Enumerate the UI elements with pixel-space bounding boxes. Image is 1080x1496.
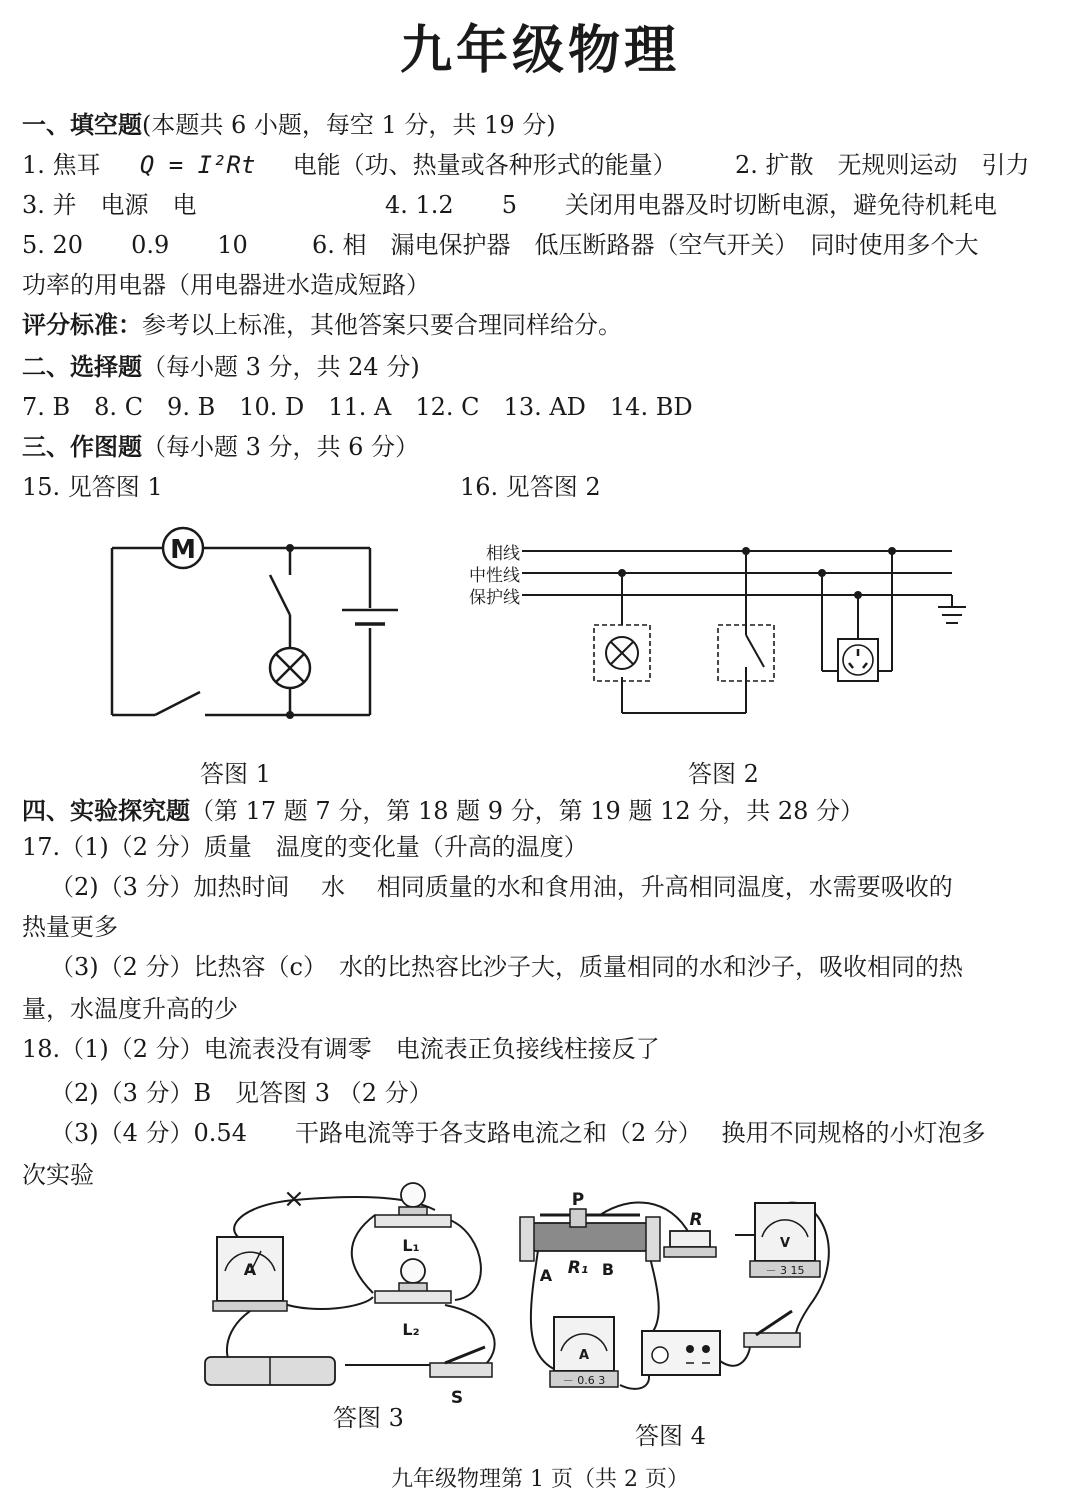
figure-2-caption: 答图 2	[688, 760, 759, 788]
power-supply-icon	[642, 1331, 720, 1375]
choice-answers: 7. B 8. C 9. B 10. D 11. A 12. C 13. AD 14. BD	[22, 393, 693, 421]
answer-1	[22, 150, 677, 180]
answer-17-2-cont: 热量更多	[22, 913, 118, 941]
junction-dot	[286, 711, 294, 719]
section-3-heading	[22, 432, 419, 462]
ammeter-label: A	[578, 1348, 590, 1363]
junction-dot	[818, 569, 826, 577]
slider-label-p: P	[571, 1190, 585, 1210]
section-2-heading	[22, 352, 420, 382]
answer-18-1: 18.（1)（2 分）电流表没有调零 电流表正负接线柱接反了	[22, 1035, 660, 1063]
section-3-note: （每小题 3 分，共 6 分）	[142, 433, 420, 461]
motor-label: M	[170, 535, 196, 565]
answer-5: 5. 20 0.9 10	[22, 231, 248, 259]
section-1-note: (本题共 6 小题，每空 1 分，共 19 分)	[142, 111, 556, 139]
lamp-icon	[270, 648, 310, 688]
switch-icon	[744, 1311, 800, 1347]
ammeter-terminals: － 0.6 3	[562, 1374, 606, 1387]
answer-18-3-cont: 次实验	[22, 1161, 94, 1189]
figure-4-caption: 答图 4	[635, 1422, 706, 1450]
ammeter-label: A	[243, 1260, 257, 1279]
page-footer: 九年级物理第 1 页（共 2 页）	[391, 1467, 689, 1492]
switch-label: S	[450, 1388, 464, 1405]
section-4-heading	[22, 796, 864, 826]
scoring-text: 参考以上标准，其他答案只要合理同样给分。	[142, 311, 622, 339]
neutral-wire-label: 中性线	[469, 566, 520, 586]
answer-4-5: 4. 1.2 5 关闭用电器及时切断电源，避免待机耗电	[385, 191, 997, 219]
junction-dot	[742, 547, 750, 555]
junction-dot	[618, 569, 626, 577]
answer-6: 6. 相 漏电保护器 低压断路器（空气开关） 同时使用多个大	[312, 231, 979, 259]
socket-icon	[838, 639, 878, 681]
answer-18-2: （2)（3 分）B 见答图 3 （2 分）	[50, 1079, 433, 1107]
lamp-icon	[606, 637, 638, 669]
section-2-note: （每小题 3 分，共 24 分)	[142, 353, 420, 381]
rheostat-label-r1: R₁	[567, 1258, 589, 1278]
live-wire-label: 相线	[486, 544, 520, 564]
answer-17-2: （2)（3 分）加热时间 水 相同质量的水和食用油，升高相同温度，水需要吸收的	[50, 873, 953, 901]
rheostat-icon	[520, 1209, 660, 1261]
battery-pack-icon	[205, 1357, 335, 1385]
answer-6-cont: 功率的用电器（用电器进水造成短路）	[22, 271, 430, 299]
voltmeter-label: V	[779, 1236, 791, 1251]
answer-1-energy: 电能（功、热量或各种形式的能量）	[292, 151, 677, 179]
answer-2: 2. 扩散 无规则运动 引力	[735, 151, 1030, 179]
scoring-label: 评分标准：	[22, 311, 142, 339]
resistor-label: R	[689, 1210, 703, 1230]
lamp-l2-icon	[375, 1259, 451, 1303]
page-title: 九年级物理	[399, 21, 680, 81]
scoring-standard	[22, 310, 622, 340]
section-1-heading	[22, 110, 556, 140]
resistor-icon	[664, 1231, 716, 1257]
junction-dot	[286, 544, 294, 552]
section-4-note: （第 17 题 7 分，第 18 题 9 分，第 19 题 12 分，共 28 分）	[190, 797, 865, 825]
figure-1-caption: 答图 1	[200, 760, 271, 788]
section-1-title: 一、填空题	[22, 111, 142, 139]
junction-dot	[854, 591, 862, 599]
section-3-title: 三、作图题	[22, 433, 142, 461]
voltmeter-terminals: － 3 15	[765, 1264, 805, 1277]
ground-wire-label: 保护线	[469, 588, 520, 608]
formula: Q = I²Rt	[139, 151, 256, 179]
figure-2-wiring	[450, 535, 980, 725]
terminal-label-b: B	[601, 1260, 615, 1279]
terminal-label-a: A	[539, 1266, 553, 1285]
answer-16: 16. 见答图 2	[460, 473, 601, 501]
answer-15: 15. 见答图 1	[22, 473, 163, 501]
lamp-l1-label: L₁	[402, 1236, 420, 1255]
cross-mark-icon: ×	[283, 1184, 305, 1214]
answer-18-3: （3)（4 分）0.54 干路电流等于各支路电流之和（2 分） 换用不同规格的小灯泡多	[50, 1119, 986, 1147]
section-4-title: 四、实验探究题	[22, 797, 190, 825]
figure-3-apparatus	[195, 1175, 515, 1405]
switch-icon	[430, 1347, 492, 1377]
figure-3-caption: 答图 3	[333, 1404, 404, 1432]
section-2-title: 二、选择题	[22, 353, 142, 381]
answer-17-3-cont: 量，水温度升高的少	[22, 995, 238, 1023]
answer-17-3: （3)（2 分）比热容（c） 水的比热容比沙子大，质量相同的水和沙子，吸收相同的热	[50, 953, 963, 981]
answer-1-text: 1. 焦耳	[22, 151, 101, 179]
answer-3: 3. 并 电源 电	[22, 191, 197, 219]
answer-17-1: 17.（1)（2 分）质量 温度的变化量（升高的温度）	[22, 833, 588, 861]
figure-4-apparatus	[510, 1185, 850, 1400]
lamp-l2-label: L₂	[402, 1320, 420, 1339]
lamp-l1-icon	[375, 1183, 451, 1227]
figure-1-circuit	[100, 520, 400, 730]
junction-dot	[888, 547, 896, 555]
